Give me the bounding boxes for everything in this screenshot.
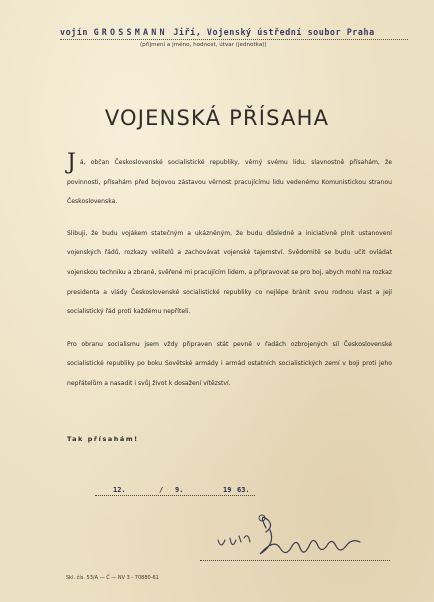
handwritten-signature	[208, 508, 388, 568]
signature-dotted-rule	[200, 560, 390, 561]
date-dotted-rule	[95, 495, 255, 496]
soldier-identification-line	[60, 27, 410, 37]
form-reference: Skl. čís. 53/A — Č — NV 3 - 70880-61	[66, 575, 159, 581]
date-year-prefix: 19	[223, 486, 232, 494]
date-month: 9.	[175, 486, 184, 494]
oath-body	[67, 150, 392, 394]
oath-paragraph-2: Slibuji, že budu vojákem statečným a ukázněným, že budu důsledně a iniciativně plnit ustanovení vojenských řádů, rozkazy velitelů a zachovávat vojenské tajemství. Svědomitě se budu učit ovládat vojenskou techniku a zbraně, svěřené mi pracujícím lidem, a připravovat se pro boj, abych mohl na rozkaz presidenta a vlády Československé socialistické republiky co nejlépe bránit svou rodnou vlast a její socialistický řád proti každému nepříteli.	[67, 229, 392, 316]
surname-text: GROSSMANN	[93, 27, 168, 37]
header-caption: (příjmení a jméno, hodnost, útvar (jednotka))	[140, 42, 267, 48]
document-title: VOJENSKÁ PŘÍSAHA	[104, 106, 330, 130]
given-name-text: Jiří,	[173, 27, 202, 37]
date-day: 12.	[113, 486, 126, 494]
oath-paragraph-1-text: á, občan Československé socialistické republiky, věrný svému lidu, slavnostně přísahám, že povinnosti, přísahám před bojovou zástavou věrnost pracujícímu lidu vedenému Komunistickou stranou Československa.	[67, 159, 392, 206]
date-line	[95, 486, 255, 498]
date-separator: /	[159, 486, 164, 494]
header-dotted-rule	[60, 39, 408, 40]
rank-text: vojín	[60, 27, 88, 37]
drop-cap-letter: J	[67, 150, 76, 175]
oath-paragraph-1	[67, 150, 392, 212]
oath-paragraph-3: Pro obranu socialismu jsem vždy připraven stát pevně v řadách ozbrojených sil Československé socialistické republiky po boku Sovětské armády i armád ostatních socialistických zemí v boji proti jeho nepřátelům a nasadit i svůj život k dosažení vítězství.	[67, 340, 392, 387]
date-year: 63.	[237, 486, 250, 494]
closing-statement: Tak přísahám!	[67, 435, 139, 443]
unit-text: Vojenský ústřední soubor Praha	[206, 27, 375, 37]
